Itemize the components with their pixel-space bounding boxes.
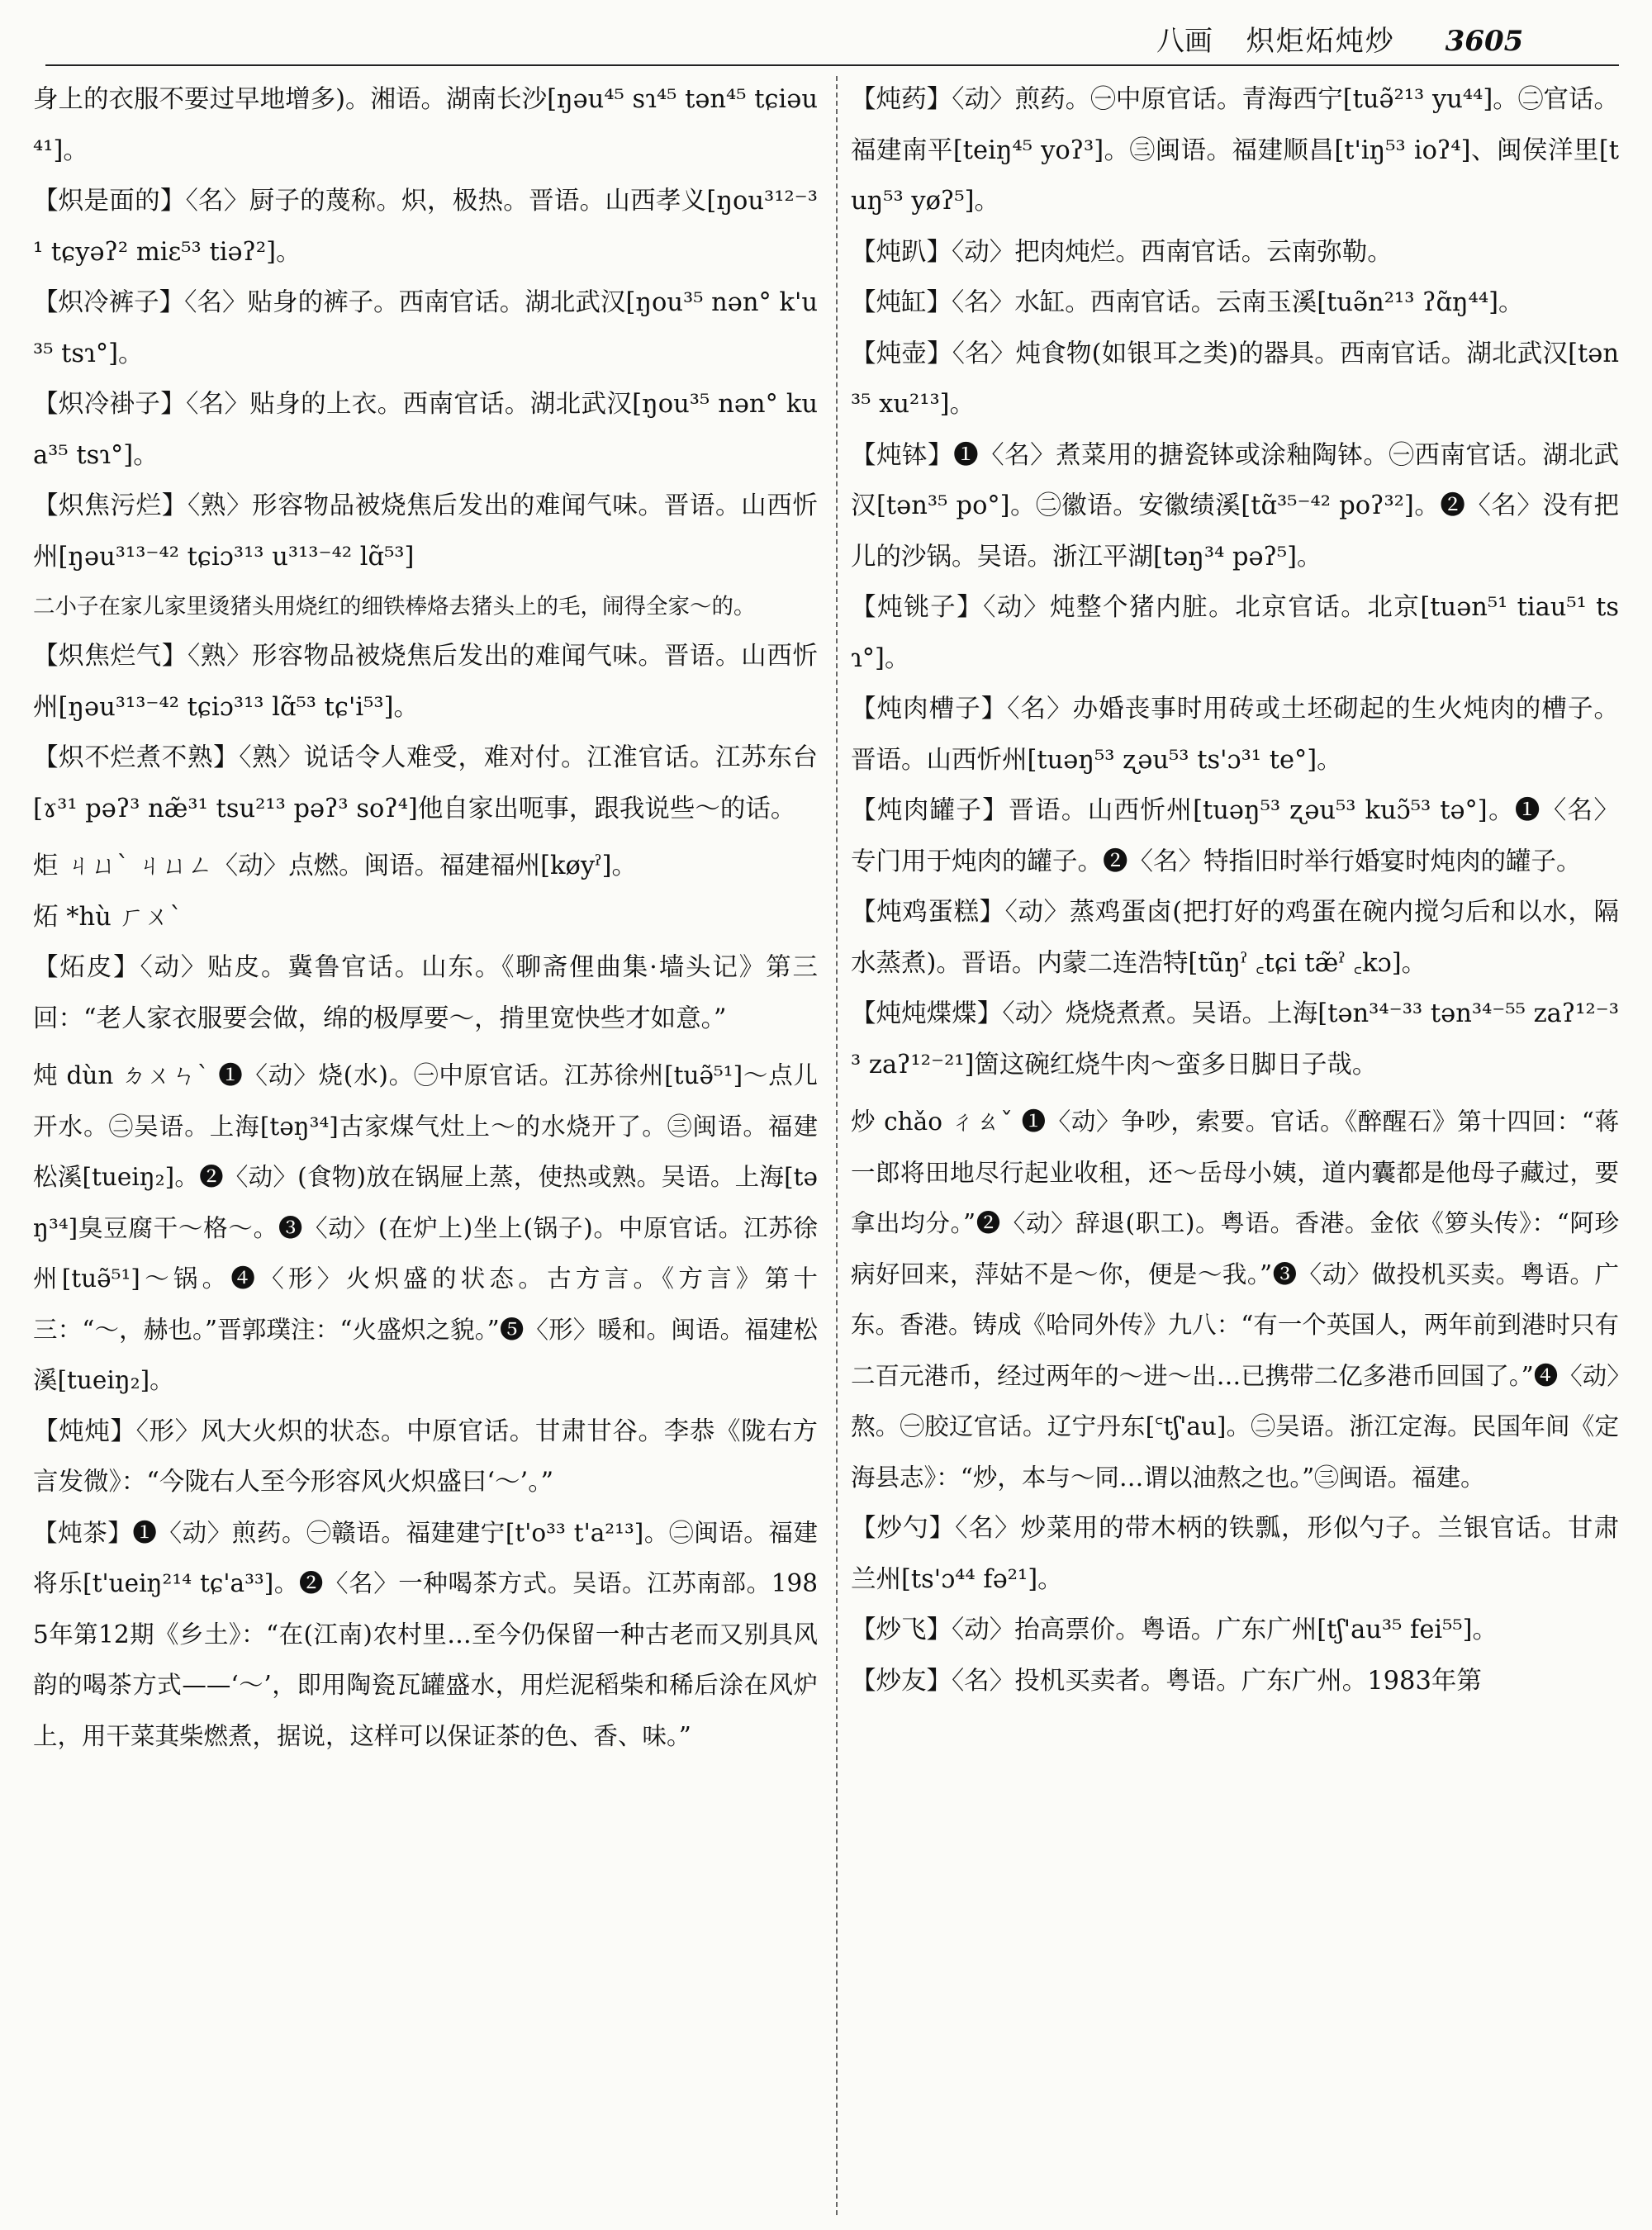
header-rule bbox=[45, 64, 1619, 66]
entry-chi-leng-guazi: 【炽冷褂子】〈名〉贴身的上衣。西南官话。湖北武汉[ŋou³⁵ nən° kua³⁵ tsɿ°]。 bbox=[33, 390, 818, 470]
entry-chao-you: 【炒友】〈名〉投机买卖者。粤语。广东广州。1983年第 bbox=[851, 1666, 1482, 1696]
entry-chi-shi-mian-de: 【炽是面的】〈名〉厨子的蔑称。炽，极热。晋语。山西孝义[ŋou³¹²⁻³¹ tɕyəʔ² miɛ⁵³ tiəʔ²]。 bbox=[33, 187, 818, 267]
entry-dun-bo: 【炖钵】❶〈名〉煮菜用的搪瓷钵或涂釉陶钵。㊀西南官话。湖北武汉[tən³⁵ po°]。㊁徽语。安徽绩溪[tɑ̃³⁵⁻⁴² poʔ³²]。❷〈名〉没有把儿的沙锅。吴语。浙江平湖[təŋ³⁴ pəʔ⁵]。 bbox=[851, 440, 1619, 572]
entry-dun-rou-caozi: 【炖肉槽子】〈名〉办婚丧事时用砖或土坯砌起的生火炖肉的槽子。晋语。山西忻州[tuəŋ⁵³ ʐəu⁵³ ts'ɔ³¹ te°]。 bbox=[851, 695, 1619, 775]
entry-continuation: 身上的衣服不要过早地增多)。湘语。湖南长沙[ŋəu⁴⁵ sɿ⁴⁵ tən⁴⁵ tɕiəu⁴¹]。 bbox=[33, 85, 818, 165]
running-header bbox=[1156, 18, 1619, 59]
entry-chao-character: 炒 chǎo ㄔㄠˇ ❶〈动〉争吵，索要。官话。《醉醒石》第十四回：“蒋一郎将田地尽行起业收租，还～岳母小姨，道内囊都是他母子藏过，要拿出均分。”❷〈动〉辞退(职工)。粤语。香港。金依《箩头传》：“阿珍病好回来，萍姑不是～你，便是～我。”❸〈动〉做投机买卖。粤语。广东。香港。铸成《哈同外传》九八：“有一个英国人，两年前到港时只有二百元港币，经过两年的～进～出…已携带二亿多港币回国了。”❹〈动〉熬。㊀胶辽官话。辽宁丹东[꜂tʃ'au]。㊁吴语。浙江定海。民国年间《定海县志》：“炒，本与～同…谓以油熬之也。”㊂闽语。福建。 bbox=[851, 1108, 1619, 1492]
page-number: 3605 bbox=[1445, 25, 1524, 58]
entry-dun-jidan-gao: 【炖鸡蛋糕】〈动〉蒸鸡蛋卤(把打好的鸡蛋在碗内搅匀后和以水，隔水蒸煮)。晋语。内蒙二连浩特[tũŋˀ ꜀tɕi tæ̃ˀ ꜀kɔ]。 bbox=[851, 898, 1619, 978]
entry-dun-rou-guanzi: 【炖肉罐子】晋语。山西忻州[tuəŋ⁵³ ʐəu⁵³ kuɔ̃⁵³ tə°]。❶〈名〉专门用于炖肉的罐子。❷〈名〉特指旧时举行婚宴时炖肉的罐子。 bbox=[851, 796, 1619, 876]
entry-dun-gang: 【炖缸】〈名〉水缸。西南官话。云南玉溪[tuə̃n²¹³ ʔɑ̃ŋ⁴⁴]。 bbox=[851, 288, 1524, 317]
column-divider bbox=[836, 76, 838, 2215]
entry-chi-jiao-wu-lan: 【炽焦污烂】〈熟〉形容物品被烧焦后发出的难闻气味。晋语。山西忻州[ŋəu³¹³⁻⁴² tɕiɔ³¹³ u³¹³⁻⁴² lɑ̃⁵³] bbox=[33, 491, 818, 572]
entry-chao-fei: 【炒飞】〈动〉抬高票价。粤语。广东广州[tʃ'au³⁵ fei⁵⁵]。 bbox=[851, 1616, 1498, 1644]
entry-chi-leng-kuzi: 【炽冷裤子】〈名〉贴身的裤子。西南官话。湖北武汉[ŋou³⁵ nən° k'u³⁵ tsɿ°]。 bbox=[33, 288, 818, 368]
entry-dun-dun: 【炖炖】〈形〉风大火炽的状态。中原官话。甘肃甘谷。李恭《陇右方言发微》：“今陇右人至今形容风火炽盛曰‘～’。” bbox=[33, 1416, 818, 1497]
right-column bbox=[851, 74, 1619, 2222]
entry-dun-pa: 【炖趴】〈动〉把肉炖烂。西南官话。云南弥勒。 bbox=[851, 237, 1393, 267]
entry-dun-character: 炖 dùn ㄉㄨㄣˋ ❶〈动〉烧(水)。㊀中原官话。江苏徐州[tuə̃⁵¹]～点儿开水。㊁吴语。上海[təŋ³⁴]古家煤气灶上～的水烧开了。㊂闽语。福建松溪[tueiŋ₂]。❷〈动〉(食物)放在锅屉上蒸，使热或熟。吴语。上海[təŋ³⁴]臭豆腐干～格～。❸〈动〉(在炉上)坐上(锅子)。中原官话。江苏徐州[tuə̃⁵¹]～锅。❹〈形〉火炽盛的状态。古方言。《方言》第十三：“～，赫也。”晋郭璞注：“火盛炽之貌。”❺〈形〉暖和。闽语。福建松溪[tueiŋ₂]。 bbox=[33, 1061, 818, 1394]
left-column bbox=[33, 74, 818, 2222]
header-section: 八画 bbox=[1156, 25, 1213, 58]
entry-dun-hu: 【炖壶】〈名〉炖食物(如银耳之类)的器具。西南官话。湖北武汉[tən³⁵ xu²¹³]。 bbox=[851, 339, 1619, 419]
entry-dun-yao: 【炖药】〈动〉煎药。㊀中原官话。青海西宁[tuə̃²¹³ yu⁴⁴]。㊁官话。福建南平[teiŋ⁴⁵ yoʔ³]。㊂闽语。福建顺昌[t'iŋ⁵³ ioʔ⁴]、闽侯洋里[tuŋ⁵³ yøʔ⁵]。 bbox=[851, 85, 1619, 216]
entry-example-text: 二小子在家儿家里烫猪头用烧红的细铁棒烙去猪头上的毛，闹得全家～的。 bbox=[33, 594, 756, 619]
entry-dun-cha: 【炖茶】❶〈动〉煎药。㊀赣语。福建建宁[t'o³³ t'a²¹³]。㊁闽语。福建将乐[t'ueiŋ²¹⁴ tɕ'a³³]。❷〈名〉一种喝茶方式。吴语。江苏南部。1985年第12期《乡土》：“在(江南)农村里…至今仍保留一种古老而又别具风韵的喝茶方式——‘～’，即用陶瓷瓦罐盛水，用烂泥稻柴和稀后涂在风炉上，用干菜萁柴燃煮，据说，这样可以保证茶的色、香、味。” bbox=[33, 1518, 818, 1750]
entry-hu-pi: 【炻皮】〈动〉贴皮。冀鲁官话。山东。《聊斋俚曲集·墙头记》第三回：“老人家衣服要会做，绵的极厚要～，掯里宽快些才如意。” bbox=[33, 953, 818, 1033]
entry-chi-bu-lan-zhu-bu-shu: 【炽不烂煮不熟】〈熟〉说话令人难受，难对付。江淮官话。江苏东台[ɤ³¹ pəʔ³ næ̃³¹ tsu²¹³ pəʔ³ soʔ⁴]他自家出呃事，跟我说些～的话。 bbox=[33, 743, 818, 823]
entry-chao-shao: 【炒勺】〈名〉炒菜用的带木柄的铁瓢，形似勺子。兰银官话。甘肃兰州[ts'ɔ⁴⁴ fə²¹]。 bbox=[851, 1514, 1619, 1594]
header-characters: 炽炬炻炖炒 bbox=[1246, 25, 1395, 58]
entry-dun-dun-zha-zha: 【炖炖煠煠】〈动〉烧烧煮煮。吴语。上海[tən³⁴⁻³³ tən³⁴⁻⁵⁵ zaʔ¹²⁻³³ zaʔ¹²⁻²¹]箇这碗红烧牛肉～蛮多日脚日子哉。 bbox=[851, 999, 1619, 1079]
entry-dun-tiaozi: 【炖铫子】〈动〉炖整个猪内脏。北京官话。北京[tuən⁵¹ tiau⁵¹ tsɿ°]。 bbox=[851, 593, 1619, 673]
entry-ju-character: 炬 ㄐㄩˋ ㄐㄩㄥ〈动〉点燃。闽语。福建福州[køyˀ]。 bbox=[33, 852, 638, 880]
entry-hu-character: 炻 *hù ㄏㄨˋ bbox=[33, 902, 183, 932]
entry-chi-jiao-lan-qi: 【炽焦烂气】〈熟〉形容物品被烧焦后发出的难闻气味。晋语。山西忻州[ŋəu³¹³⁻⁴² tɕiɔ³¹³ lɑ̃⁵³ tɕ'i⁵³]。 bbox=[33, 642, 818, 722]
